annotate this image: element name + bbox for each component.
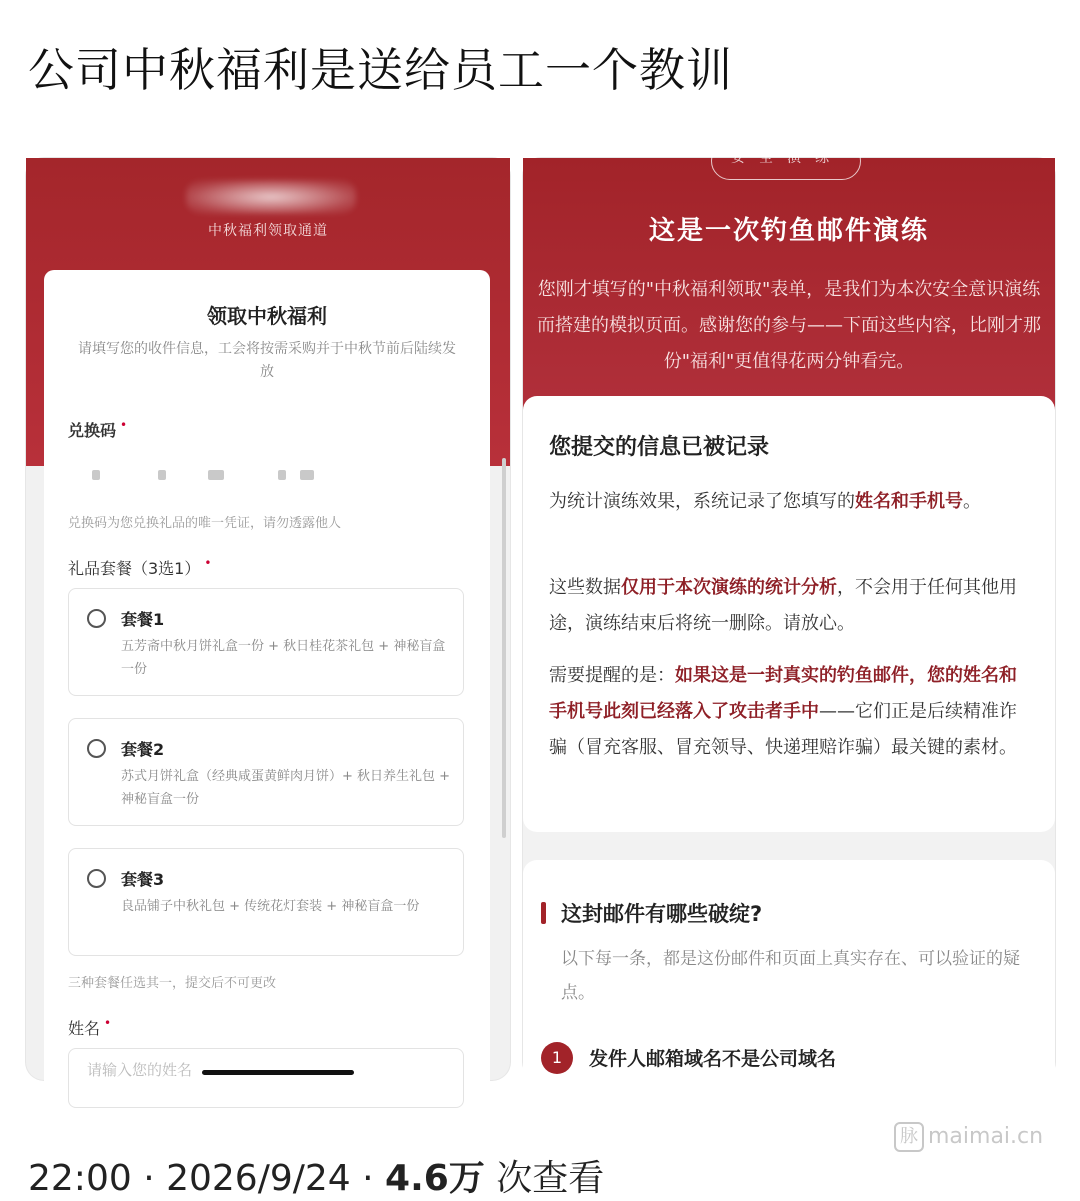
- radio-button[interactable]: [87, 609, 106, 628]
- post-time: 22:00 · 2026/9/24 ·: [28, 1158, 374, 1199]
- drill-badge: 安全演练: [711, 142, 861, 180]
- form-card: [44, 270, 490, 1100]
- highlight-text: 仅用于本次演练的统计分析: [621, 577, 837, 598]
- required-mark: •: [120, 418, 128, 432]
- name-placeholder: 请输入您的姓名: [87, 1061, 193, 1079]
- package-name: 套餐2: [121, 740, 165, 759]
- paragraph-2: 这些数据仅用于本次演练的统计分析，不会用于任何其他用途，演练结束后将统一删除。请放心。: [549, 577, 1017, 634]
- name-label: 姓名 •: [68, 1016, 112, 1038]
- flaw-point: 发件人邮箱域名不是公司域名: [589, 1048, 837, 1070]
- package-desc: 五芳斋中秋月饼礼盒一份 + 秋日桂花茶礼包 + 神秘盲盒一份: [121, 639, 446, 677]
- post-meta: [28, 1150, 604, 1201]
- notice-intro: 您刚才填写的"中秋福利领取"表单，是我们为本次安全意识演练而搭建的模拟页面。感谢您的参与——下面这些内容，比刚才那份"福利"更值得花两分钟看完。: [537, 279, 1041, 372]
- required-mark: •: [204, 556, 212, 570]
- required-mark: •: [104, 1016, 112, 1030]
- package-desc: 良品铺子中秋礼包 + 传统花灯套装 + 神秘盲盒一份: [121, 899, 420, 914]
- card-subtitle: 以下每一条，都是这份邮件和页面上真实存在、可以验证的疑点。: [561, 949, 1020, 1003]
- maimai-logo-icon: 脉: [894, 1122, 924, 1152]
- point-number-badge: 1: [541, 1042, 573, 1074]
- watermark: 脉 maimai.cn: [894, 1122, 1043, 1152]
- view-suffix: 次查看: [496, 1158, 605, 1199]
- package-label: 礼品套餐（3选1） •: [68, 556, 212, 578]
- package-name: 套餐3: [121, 870, 165, 889]
- card-title: 您提交的信息已被记录: [549, 435, 770, 460]
- package-name: 套餐1: [121, 610, 165, 629]
- notice-header: [523, 150, 1055, 418]
- post-title: 公司中秋福利是送给员工一个教训: [28, 43, 733, 97]
- code-label: 兑换码 •: [68, 418, 128, 440]
- highlight-text: 姓名和手机号: [855, 491, 963, 512]
- package-option-2[interactable]: [68, 718, 464, 826]
- recorded-info-card: [523, 396, 1055, 832]
- form-title: 领取中秋福利: [207, 304, 327, 328]
- screenshot-form[interactable]: [26, 158, 510, 1080]
- view-count: 4.6万: [385, 1158, 485, 1199]
- blurred-logo: [186, 180, 356, 214]
- highlight-text: 如果这是一封真实的钓鱼邮件，您的姓名和手机号此刻已经落入了攻击者手中: [549, 665, 1017, 722]
- section-accent-bar: [541, 902, 546, 924]
- package-hint: 三种套餐任选其一，提交后不可更改: [68, 976, 277, 991]
- card-title: 这封邮件有哪些破绽?: [561, 902, 763, 926]
- home-indicator: [202, 1070, 354, 1075]
- paragraph-1: 为统计演练效果，系统记录了您填写的姓名和手机号。: [549, 491, 981, 512]
- package-option-1[interactable]: [68, 588, 464, 696]
- radio-button[interactable]: [87, 869, 106, 888]
- screenshot-drill-notice[interactable]: [523, 150, 1055, 1080]
- radio-button[interactable]: [87, 739, 106, 758]
- code-hint: 兑换码为您兑换礼品的唯一凭证，请勿透露他人: [68, 516, 342, 531]
- paragraph-3: 需要提醒的是：如果这是一封真实的钓鱼邮件，您的姓名和手机号此刻已经落入了攻击者手中——它们正是后续精准诈骗（冒充客服、冒充领导、快递理赔诈骗）最关键的素材。: [549, 665, 1017, 758]
- form-subtitle: 请填写您的收件信息，工会将按需采购并于中秋节前后陆续发放: [78, 341, 456, 380]
- notice-title: 这是一次钓鱼邮件演练: [648, 216, 929, 246]
- package-option-3[interactable]: [68, 848, 464, 956]
- package-desc: 苏式月饼礼盒（经典咸蛋黄鲜肉月饼）+ 秋日养生礼包 + 神秘盲盒一份: [121, 769, 451, 807]
- flaws-card: [523, 860, 1055, 1100]
- channel-title: 中秋福利领取通道: [208, 223, 328, 239]
- code-input-redacted[interactable]: [88, 470, 328, 482]
- scrollbar[interactable]: [502, 458, 506, 838]
- name-input[interactable]: [68, 1048, 464, 1108]
